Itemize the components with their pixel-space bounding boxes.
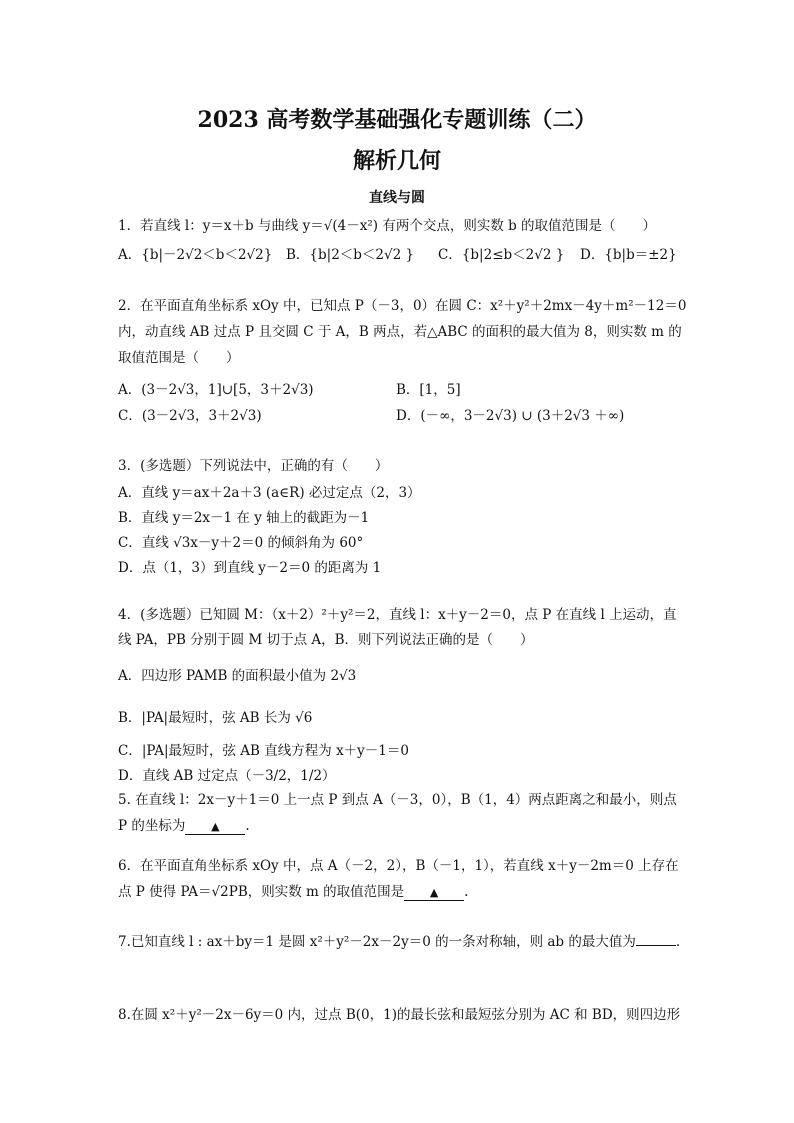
q4-option-c: C．|PA|最短时，弦 AB 直线方程为 x＋y－1＝0: [118, 743, 409, 759]
q2-line2: 内，动直线 AB 过点 P 且交圆 C 于 A，B 两点，若△ABC 的面积的最大值为 8，则实数 m 的: [118, 324, 682, 340]
q1-stem: 1．若直线 l：y＝x＋b 与曲线 y＝√(4－x²) 有两个交点，则实数 b 的取值范围是（ ）: [118, 218, 657, 234]
document-subtitle: 解析几何: [352, 148, 441, 174]
q3-stem: 3．(多选题）下列说法中，正确的有（ ）: [118, 458, 389, 474]
q4-option-a: A．四边形 PAMB 的面积最小值为 2√3: [118, 668, 357, 684]
q1-option-a: A．{b|－2√2＜b＜2√2}: [118, 247, 273, 263]
q2-option-d: D．(－∞，3－2√3) ∪ (3＋2√3 ＋∞): [396, 408, 625, 424]
q1-option-c: C．{b|2≤b＜2√2 }: [438, 247, 565, 263]
q6-triangle-mark: ▲: [429, 886, 439, 899]
q4-line1: 4．(多选题）已知圆 M：（x＋2）²＋y²＝2，直线 l：x＋y－2＝0，点 P 在直线 l 上运动，直: [118, 607, 677, 623]
q5-line2: P 的坐标为 ▲ .: [118, 818, 250, 834]
q5-triangle-mark: ▲: [211, 820, 220, 833]
q3-option-a: A．直线 y＝ax＋2a＋3 (a∈R) 必过定点（2，3）: [118, 485, 421, 501]
q4-option-d: D．直线 AB 过定点（－3/2，1/2）: [118, 768, 336, 784]
q2-option-a: A．(3－2√3，1]∪[5，3＋2√3): [118, 382, 314, 398]
q2-option-b: B．[1，5]: [396, 382, 461, 398]
q6-line2-text: 点 P 使得 PA＝√2PB，则实数 m 的取值范围是: [118, 884, 405, 900]
q1-option-d: D．{b|b＝±2}: [580, 247, 677, 263]
q1-option-b: B．{b|2＜b＜2√2 }: [286, 247, 415, 263]
q2-option-c: C．(3－2√3，3＋2√3): [118, 408, 262, 424]
section-heading: 直线与圆: [369, 190, 425, 206]
q7-answer-blank: [636, 945, 676, 946]
q5-line2-text: P 的坐标为: [118, 818, 186, 834]
q6-answer-blank: [404, 885, 464, 901]
q5-line1: 5. 在直线 l：2x－y＋1＝0 上一点 P 到点 A（－3，0），B（1，4）两点距离之和最小，则点: [118, 792, 677, 808]
q6-line2: 点 P 使得 PA＝√2PB，则实数 m 的取值范围是 ▲ .: [118, 884, 469, 900]
q2-line3: 取值范围是（ ）: [118, 350, 240, 366]
q2-line1: 2．在平面直角坐标系 xOy 中，已知点 P（－3，0）在圆 C：x²＋y²＋2mx－4y＋m²－12＝0: [118, 298, 687, 314]
q7-line: 7.已知直线 l : ax＋by＝1 是圆 x²＋y²－2x－2y＝0 的一条对称轴，则 ab 的最大值为 .: [118, 934, 681, 950]
q4-option-b: B．|PA|最短时，弦 AB 长为 √6: [118, 710, 313, 726]
q5-answer-blank: [185, 819, 245, 835]
q3-option-d: D．点（1，3）到直线 y－2＝0 的距离为 1: [118, 560, 382, 576]
document-title: 2023 高考数学基础强化专题训练（二）: [197, 107, 597, 133]
q4-line2: 线 PA，PB 分别于圆 M 切于点 A，B．则下列说法正确的是（ ）: [118, 632, 534, 648]
q3-option-b: B．直线 y＝2x－1 在 y 轴上的截距为－1: [118, 510, 370, 526]
q3-option-c: C．直线 √3x－y＋2＝0 的倾斜角为 60°: [118, 535, 364, 551]
q7-text: 7.已知直线 l : ax＋by＝1 是圆 x²＋y²－2x－2y＝0 的一条对称轴，则 ab 的最大值为: [118, 934, 636, 950]
q6-line1: 6．在平面直角坐标系 xOy 中，点 A（－2，2），B（－1，1），若直线 x＋y－2m＝0 上存在: [118, 858, 679, 874]
q8-line: 8.在圆 x²＋y²－2x－6y＝0 内，过点 B(0，1)的最长弦和最短弦分别为 AC 和 BD，则四边形: [118, 1007, 681, 1023]
